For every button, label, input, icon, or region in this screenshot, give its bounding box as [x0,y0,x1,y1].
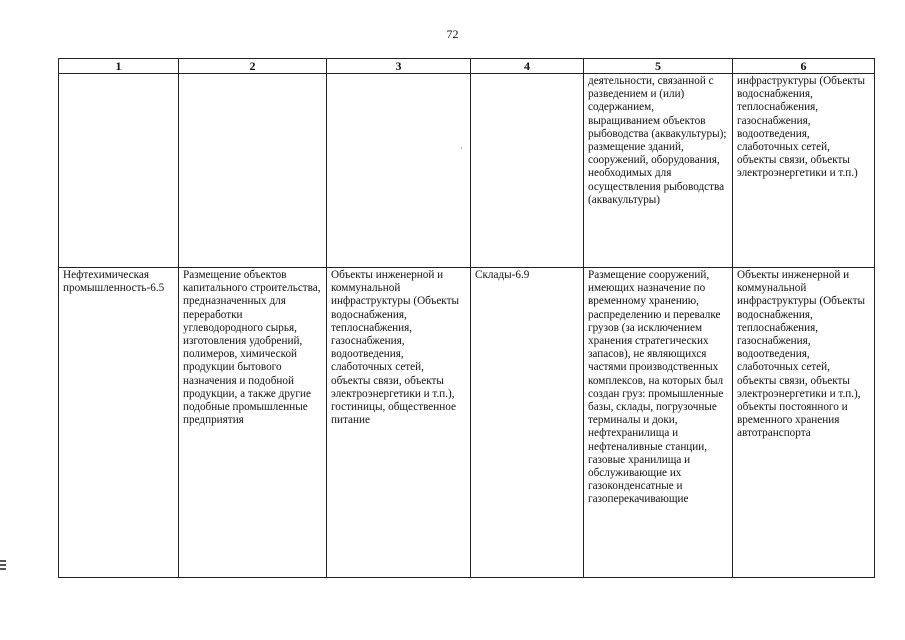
column-header-3: 3 [327,59,471,74]
table-cell: Размещение объектов капитального строительства, предназначенных для переработки углеводородного сырья, изготовления удобрений, полимеров, химической продукции бытового назначения и подобной продукции, а также другие подобные промышленные предприятия [179,268,327,578]
table-cell: Объекты инженерной и коммунальной инфраструктуры (Объекты водоснабжения, теплоснабжения, газоснабжения, водоотведения, слаботочных сетей, объекты связи, объекты электроэнергетики и т.п.), гостиницы, общественное питание [327,268,471,578]
table-row [59,268,875,578]
table-cell: деятельности, связанной с разведением и (или) содержанием, выращиванием объектов рыбоводства (аквакультуры); размещение зданий, сооружений, оборудования, необходимых для осуществления рыбоводства (аквакультуры) [584,74,733,268]
page-number: 72 [446,27,459,41]
column-header-2: 2 [179,59,327,74]
table-cell [59,74,179,268]
table-cell: Размещение сооружений, имеющих назначение по временному хранению, распределению и перевалке грузов (за исключением хранения стратегических запасов), не являющихся частями производственных комплексов, на которых был создан груз: промышленные базы, склады, погрузочные терминалы и доки, нефтехранилища и нефтеналивные станции, газовые хранилища и обслуживающие их газоконденсатные и газоперекачивающие [584,268,733,578]
column-header-6: 6 [733,59,875,74]
column-header-5: 5 [584,59,733,74]
table-cell: Склады-6.9 [471,268,584,578]
table-row [59,74,875,268]
header-row [59,59,875,74]
table-cell: Объекты инженерной и коммунальной инфраструктуры (Объекты водоснабжения, теплоснабжения, газоснабжения, водоотведения, слаботочных сетей, объекты связи, объекты электроэнергетики и т.п.), объекты постоянного и временного хранения автотранспорта [733,268,875,578]
column-header-1: 1 [59,59,179,74]
table-cell [179,74,327,268]
table-cell: Нефтехимическая промышленность-6.5 [59,268,179,578]
column-header-4: 4 [471,59,584,74]
table-cell [471,74,584,268]
land-use-table [58,58,875,578]
table-cell: инфраструктуры (Объекты водоснабжения, теплоснабжения, газоснабжения, водоотведения, слаботочных сетей, объекты связи, объекты электроэнергетики и т.п.) [733,74,875,268]
margin-scan-mark [0,560,6,576]
table-cell [327,74,471,268]
scan-speck: · [460,143,463,153]
